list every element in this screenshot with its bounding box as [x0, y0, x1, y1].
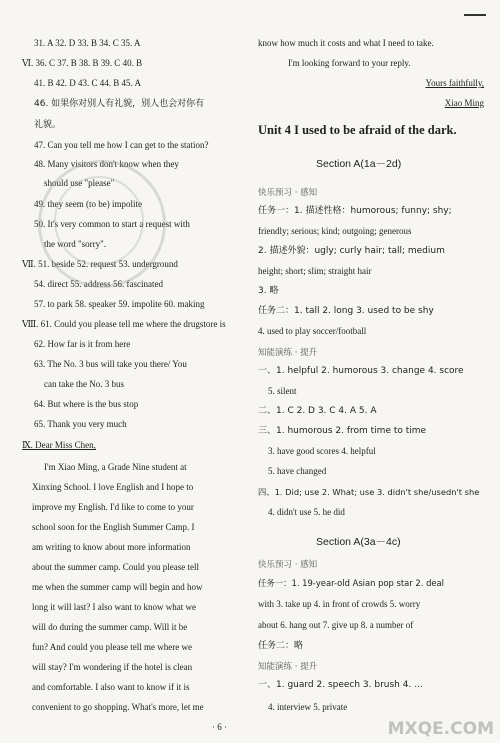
answer-line: about 6. hang out 7. give up 8. a number of [258, 620, 414, 630]
answer-line: 62. How far is it from here [34, 339, 131, 349]
answer-line: 2. 描述外貌：ugly; curly hair; tall; medium [258, 246, 445, 256]
answer-line: 49. they seem (to be) impolite [34, 199, 142, 209]
watermark: MXQE.COM [387, 719, 494, 739]
answer-line: 4. interview 5. private [268, 702, 348, 712]
answer-line: 3. 略 [258, 286, 279, 296]
answer-line: 任务一：1. 描述性格：humorous; funny; shy; [258, 206, 452, 216]
answer-line: Ⅷ. 61. Could you please tell me where the drugstore is [22, 319, 226, 329]
answer-line: 65. Thank you very much [34, 419, 127, 429]
answer-line: Ⅵ. 36. C 37. B 38. B 39. C 40. B [22, 58, 143, 68]
letter-line: Xinxing School. I love English and I hope to [32, 482, 194, 492]
corner-rule [464, 14, 486, 16]
answer-line: 46. 如果你对别人有礼貌，别人也会对你有 [34, 99, 205, 109]
answer-line: 任务一：1. 19-year-old Asian pop star 2. deal [258, 578, 444, 588]
answer-line: 二、1. C 2. D 3. C 4. A 5. A [258, 406, 377, 416]
answer-line: 54. direct 55. address 56. fascinated [34, 279, 163, 289]
letter-salutation: Ⅸ. Dear Miss Chen, [22, 440, 96, 450]
answer-line: 31. A 32. D 33. B 34. C 35. A [34, 38, 141, 48]
answer-line: friendly; serious; kind; outgoing; generous [258, 226, 412, 236]
faded-stamp-inner [54, 176, 144, 266]
letter-line: about the summer camp. Could you please tell [32, 562, 199, 572]
answer-line: 48. Many visitors don't know when they [34, 159, 179, 169]
letter-signature: Xiao Ming [444, 98, 484, 108]
letter-line: and comfortable. I also want to know if it is [32, 682, 190, 692]
answer-line: 63. The No. 3 bus will take you there/ You [34, 359, 187, 369]
answer-line: 57. to park 58. speaker 59. impolite 60. making [34, 299, 205, 309]
unit-title: Unit 4 I used to be afraid of the dark. [258, 123, 457, 137]
answer-line: 4. didn't use 5. he did [268, 507, 345, 517]
letter-line: fun? And could you please tell me where we [32, 642, 192, 652]
answer-line: 4. used to play soccer/football [258, 326, 367, 336]
answer-line: 47. Can you tell me how I can get to the station? [34, 140, 209, 150]
answer-line: 一、1. helpful 2. humorous 3. change 4. score [258, 366, 464, 376]
answer-line: 3. have good scores 4. helpful [268, 446, 376, 456]
section-tag: 快乐预习 · 感知 [258, 188, 318, 198]
letter-line: will do during the summer camp. Will it be [32, 622, 188, 632]
section-tag: 快乐预习 · 感知 [258, 560, 318, 570]
answer-line: can take the No. 3 bus [44, 379, 124, 389]
letter-line: school soon for the English Summer Camp. I [32, 522, 195, 532]
letter-line: me when the summer camp will begin and how [32, 582, 203, 592]
section-tag: 知能演练 · 提升 [258, 348, 318, 358]
answer-line: 三、1. humorous 2. from time to time [258, 426, 427, 436]
section-tag: 知能演练 · 提升 [258, 662, 318, 672]
answer-line: the word "sorry". [44, 239, 107, 249]
answer-line: 一、1. guard 2. speech 3. brush 4. ... [258, 680, 423, 690]
page-number: · 6 · [212, 722, 227, 732]
letter-line: improve my English. I'd like to come to your [32, 502, 194, 512]
letter-line: will stay? I'm wondering if the hotel is clean [32, 662, 193, 672]
answer-line: 任务二：1. tall 2. long 3. used to be shy [258, 306, 434, 316]
letter-line: know how much it costs and what I need to take. [258, 38, 434, 48]
section-title: Section A(1a－2d) [316, 158, 402, 170]
answer-line: 5. have changed [268, 466, 327, 476]
answer-line: Ⅶ. 51. beside 52. request 53. underground [22, 259, 178, 269]
letter-line: convenient to go shopping. What's more, let me [32, 702, 204, 712]
answer-line: with 3. take up 4. in front of crowds 5. worry [258, 599, 421, 609]
section-title: Section A(3a－4c) [316, 536, 401, 548]
answer-line: 四、1. Did; use 2. What; use 3. didn't she/usedn't she [258, 487, 480, 497]
answer-line: 任务二：略 [258, 641, 304, 651]
letter-line: long it will last? I also want to know what we [32, 602, 196, 612]
letter-line: I'm looking forward to your reply. [288, 58, 411, 68]
letter-closing: Yours faithfully, [425, 78, 484, 88]
answer-line: 50. It's very common to start a request with [34, 219, 190, 229]
letter-line: I'm Xiao Ming, a Grade Nine student at [44, 462, 187, 472]
answer-line: 64. But where is the bus stop [34, 399, 139, 409]
answer-line: should use "please" [44, 178, 115, 188]
answer-line: 礼貌。 [34, 120, 62, 130]
answer-line: height; short; slim; straight hair [258, 266, 372, 276]
answer-line: 5. silent [268, 386, 297, 396]
answer-line: 41. B 42. D 43. C 44. B 45. A [34, 78, 142, 88]
letter-line: am writing to know about more information [32, 542, 191, 552]
